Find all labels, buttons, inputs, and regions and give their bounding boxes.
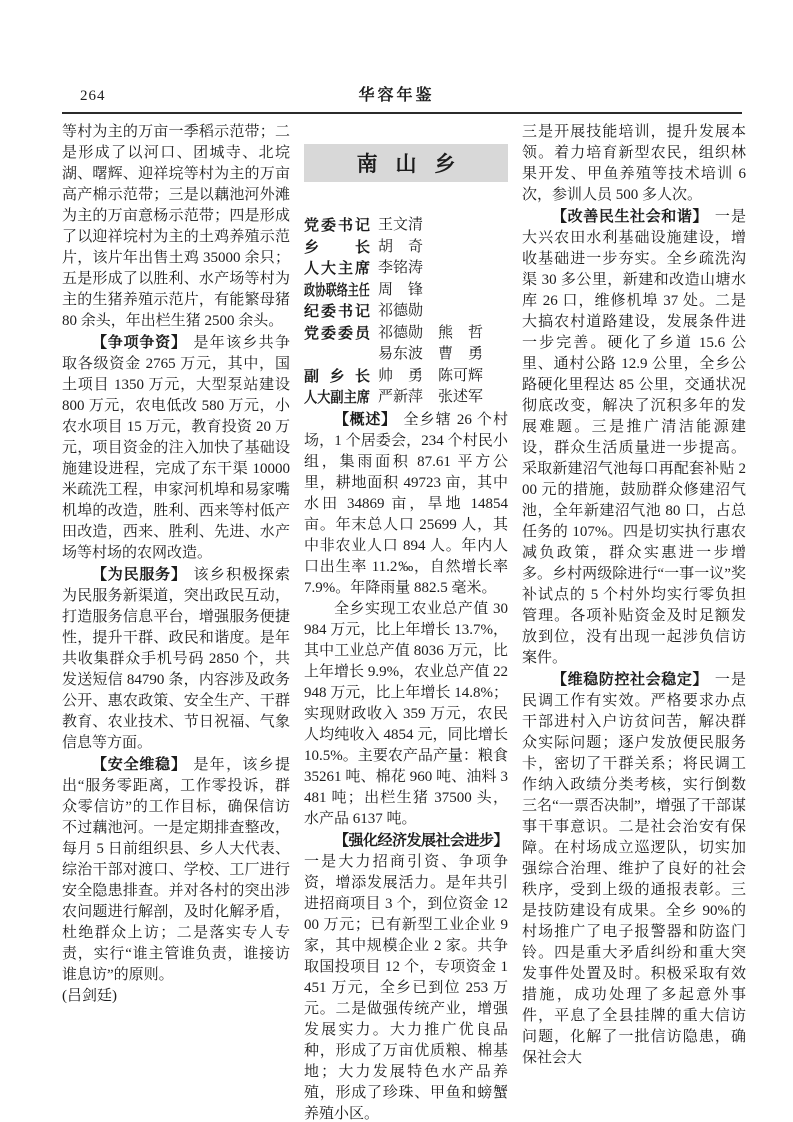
official-role: 副乡长: [304, 367, 370, 385]
section-body: 是年该乡共争取各级资金 2765 万元，其中，国土项目 1350 万元，大型泵站建设 800 万元，农电低改 580 万元，小农水项目 15 万元，教育投资 20 万元，项目资金的注入加快了基础设施建设进程，完成了东干渠 10000 米疏洗工程，申家河机埠和易家嘴机埠的改造，胜利、西来等村低产田改造，西来、胜利、先进、水产场等村场的农网改造。: [62, 335, 290, 561]
official-names: 易东波 曹 勇: [378, 346, 484, 362]
section-body: 一是大兴农田水利基础设施建设，增收基础进一步夯实。全乡疏洗沟渠 30 多公里，新建和改造山塘水库 26 口，维修机埠 37 处。二是大搞农村道路建设，发展条件进一步完善。硬化了乡道 15.6 公里、通村公路 12.9 公里，全乡公路硬化里程达 85 公里，交通状况彻底改变，解决了沉积多年的发展难题。三是推广清洁能源建设，群众生活质量进一步提高。采取新建沼气池每口再配套补贴 200 元的措施，鼓励群众修建沼气池，全年新建沼气池 80 口，占总任务的 107%。四是切实执行惠农减负政策，群众实惠进一步增多。乡村两级除进行“一事一议”奖补试点的 5 个村外均实行零负担管理。各项补贴资金及时足额发放到位，没有出现一起涉负信访案件。: [522, 209, 746, 666]
township-title-box: [304, 144, 508, 182]
official-role: 政协联络主任: [304, 281, 370, 299]
book-title: 华容年鉴: [358, 87, 435, 104]
section-heading: 【为民服务】: [92, 566, 187, 583]
official-names: 祁德勋 熊 哲: [378, 324, 484, 341]
official-row: [304, 301, 508, 323]
section-gaishan-minsheng: [522, 206, 746, 669]
author-signature: (吕剑廷): [62, 988, 117, 1004]
official-row: [304, 366, 508, 388]
official-row: [304, 280, 508, 302]
section-body: 一是民调工作有实效。严格要求办点干部进村入户访贫问苦，解决群众实际问题；逐户发放便民服务卡，密切了干群关系；将民调工作纳入政绩分类考核，实行倒数三名“一票否决制”，增强了干部谋事干事意识。二是社会治安有保障。在村场成立巡逻队，切实加强综合治理、维护了良好的社会秩序，受到上级的通报表彰。三是技防建设有成果。全乡 90%的村场推广了电子报警器和防盗门铃。四是重大矛盾纠纷和重大突发事件处置及时。积极采取有效措施，成功处理了多起意外事件，平息了全县挂牌的重大信访问题，化解了一批信访隐患，确保社会大: [522, 672, 746, 1066]
section-gaishu-paragraph-2: 全乡实现工农业总产值 30984 万元，比上年增长 13.7%，其中工业总产值 8036 万元，比上年增长 9.9%，农业总产值 22948 万元，比上年增长 14.8%；实现财政收入 359 万元，农民人均纯收入 4854 元，同比增长 10.5%。主要农产品产量：粮食 35261 吨、棉花 960 吨、油料 3481 吨；出栏生猪 37500 头，水产品 6137 吨。: [304, 600, 508, 827]
official-names: 祁德勋: [378, 303, 424, 319]
official-role: 纪委书记: [304, 303, 370, 320]
section-weiwen-fangkong: [522, 669, 746, 1069]
section-body: 一是大力招商引资、争项争资，增添发展活力。是年共引进招商项目 3 个，到位资金 1200 万元；已有新型工业企业 9 家，其中规模企业 2 家。共争取国投项目 12 个，专项资金 1451 万元，全乡已到位 253 万元。二是做强传统产业，增强发展实力。大力推广优良品种，形成了万亩优质粮、棉基地；大力发展特色水产品养殖，形成了珍珠、甲鱼和螃蟹养殖小区。: [304, 853, 508, 1122]
official-names: 胡 奇: [378, 238, 424, 255]
official-names: 周 锋: [378, 281, 424, 298]
page-content: [62, 122, 744, 1122]
official-row: [304, 215, 508, 237]
official-row: [304, 387, 508, 409]
section-heading: 【争项争资】: [92, 334, 187, 351]
official-row: [304, 323, 508, 345]
official-names: 帅 勇 陈可辉: [378, 367, 484, 384]
official-role: 党委书记: [304, 217, 370, 234]
section-body: 全乡辖 26 个村场，1 个居委会，234 个村民小组，集雨面积 87.61 平方公里，耕地面积 49723 亩，其中水田 34869 亩，旱地 14854 亩。年末总人口 25699 人，其中非农业人口 894 人。年内人口出生率 11.2‰，自然增长率 7.9%。年降雨量 882.5 毫米。: [304, 411, 508, 596]
right-column: [522, 122, 746, 1122]
official-role: 党委委员: [304, 324, 370, 342]
section-body: 是年，该乡提出“服务零距离，工作零投诉，群众零信访”的工作目标，确保信访不过藕池河。一是定期排查整改，每月 5 日前组织县、乡人大代表、综治干部对渡口、学校、工厂进行安全隐患排查。并对各村的突出涉农问题进行解剖，及时化解矛盾，杜绝群众上访；二是落实专人专责，实行“谁主管谁负责，谁接访谁息访”的原则。: [62, 757, 290, 983]
section-gaishu: [304, 409, 508, 599]
officials-list: [304, 215, 508, 409]
section-zhengxiang-zhengzi: [62, 332, 290, 564]
section-weimin-fuwu: [62, 564, 290, 754]
header-rule: [62, 112, 742, 114]
section-heading: 【强化经济发展社会进步】: [334, 831, 509, 849]
section-heading: 【改善民生社会和谐】: [552, 208, 709, 225]
official-row: [304, 344, 508, 366]
left-column: [62, 122, 290, 1122]
paragraph-continuation: 等村为主的万亩一季稻示范带；二是形成了以河口、团城寺、北垸湖、曙辉、迎祥垸等村为主的万亩高产棉示范带；三是以藕池河外滩为主的万亩意杨示范带；四是形成了以迎祥垸村为主的土鸡养殖示范片，该片年出售土鸡 35000 余只；五是形成了以胜利、水产场等村为主的生猪养殖示范片，有能繁母猪 80 余头，年出栏生猪 2500 余头。: [62, 124, 290, 329]
official-row: [304, 258, 508, 280]
official-role: 人大副主席: [304, 389, 371, 406]
section-heading: 【安全维稳】: [92, 756, 187, 773]
section-qianghua-jingji: [304, 830, 508, 1122]
official-role: 乡长: [304, 238, 370, 256]
middle-column: [304, 122, 508, 1122]
section-anquan-weiwen: [62, 754, 290, 986]
official-names: 王文清: [378, 217, 424, 233]
page-header: [0, 0, 793, 112]
official-names: 严新萍 张述军: [378, 389, 484, 405]
official-names: 李铭涛: [378, 260, 424, 276]
page-number: 264: [80, 88, 106, 104]
section-heading: 【概述】: [334, 410, 397, 428]
paragraph-continuation: 三是开展技能培训，提升发展本领。着力培育新型农民，组织林果开发、甲鱼养殖等技术培训 6 次，参训人员 500 多人次。: [522, 124, 746, 203]
official-role: [304, 344, 370, 366]
section-heading: 【维稳防控社会稳定】: [552, 671, 709, 688]
section-body: 该乡积极探索为民服务新渠道，突出政民互动，打造服务信息平台，增强服务便捷性，提升干群、政民和谐度。是年共收集群众手机号码 2850 个，共发送短信 84790 条，内容涉及政务公开、惠农政策、安全生产、干群教育、农业技术、节日祝福、气象信息等方面。: [62, 567, 290, 751]
official-row: [304, 237, 508, 259]
official-role: 人大主席: [304, 260, 370, 277]
township-title: 南山乡: [356, 153, 474, 176]
